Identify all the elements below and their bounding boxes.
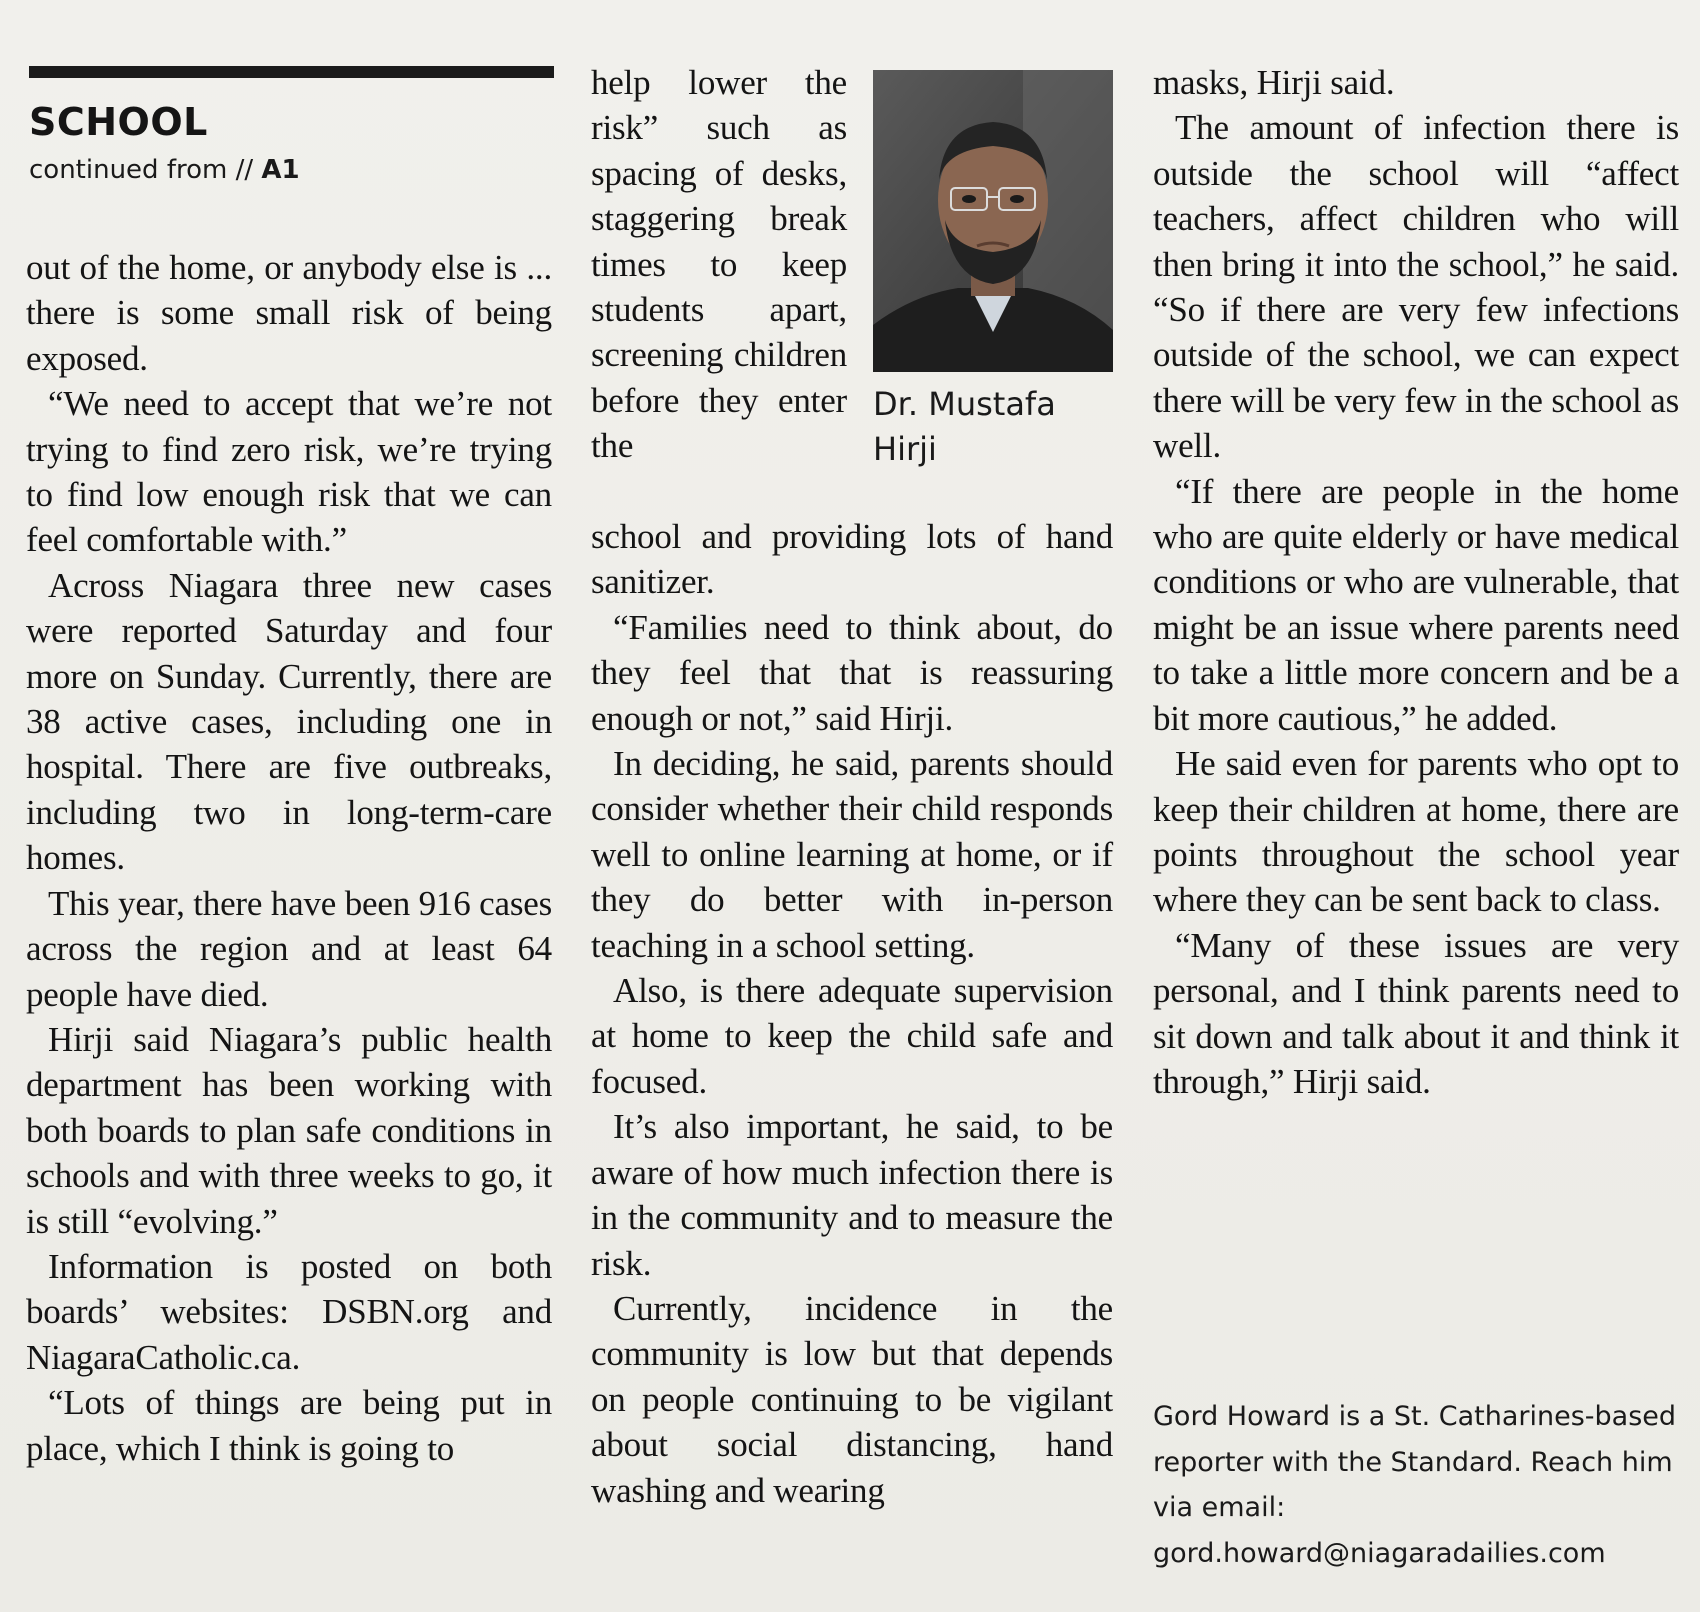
continued-page-ref: A1 [261, 155, 300, 185]
paragraph: “We need to accept that we’re not trying to find zero risk, we’re trying to find low enough risk that we can feel comfortable with.” [26, 384, 552, 560]
article-column-3 [1153, 60, 1679, 1104]
article-column-2 [591, 514, 1113, 1513]
paragraph: He said even for parents who opt to keep their children at home, there are points throughout the school year where they can be sent back to class. [1153, 744, 1679, 920]
paragraph: Across Niagara three new cases were reported Saturday and four more on Sunday. Currently, there are 38 active cases, including one in hospital. There are five outbreaks, including two in long-term-care homes. [26, 565, 552, 878]
article-column-2-top [591, 60, 847, 469]
author-bio-text: Gord Howard is a St. Catharines-based reporter with the Standard. Reach him via email: gord.howard@niagaradailies.com [1153, 1401, 1677, 1569]
section-kicker: SCHOOL [29, 100, 208, 144]
portrait-photo [873, 70, 1113, 372]
photo-caption: Dr. Mustafa Hirji [873, 385, 1056, 468]
article-column-1 [26, 245, 552, 1471]
paragraph: out of the home, or anybody else is ... there is some small risk of being exposed. [26, 248, 552, 378]
section-rule [29, 66, 554, 78]
paragraph: masks, Hirji said. [1153, 63, 1395, 102]
paragraph: “Families need to think about, do they feel that that is reassuring enough or not,” said Hirji. [591, 607, 1113, 738]
paragraph: Also, is there adequate supervision at home to keep the child safe and focused. [591, 971, 1113, 1101]
paragraph: It’s also important, he said, to be aware of how much infection there is in the community and to measure the risk. [591, 1107, 1113, 1283]
paragraph: help lower the risk” such as spacing of desks, staggering break times to keep students apart, screening children before they enter the [591, 63, 847, 466]
paragraph: Currently, incidence in the community is low but that depends on people continuing to be vigilant about social distancing, hand washing and wearing [591, 1288, 1113, 1510]
continued-label: continued from // [29, 155, 254, 185]
continued-from-line [29, 155, 300, 185]
paragraph: In deciding, he said, parents should consider whether their child responds well to online learning at home, or if they do better with in-person teaching in a school setting. [591, 744, 1113, 965]
paragraph: The amount of infection there is outside the school will “affect teachers, affect children who will then bring it into the school,” he said. “So if there are very few infections outside of the school, we can expect there will be very few in the school as well. [1153, 108, 1679, 466]
paragraph: Hirji said Niagara’s public health department has been working with both boards to plan safe conditions in schools and with three weeks to go, it is still “evolving.” [26, 1019, 552, 1241]
paragraph: “Lots of things are being put in place, which I think is going to [26, 1383, 552, 1468]
paragraph: This year, there have been 916 cases across the region and at least 64 people have died. [26, 883, 552, 1014]
paragraph: Information is posted on both boards’ websites: DSBN.org and NiagaraCatholic.ca. [26, 1246, 552, 1377]
author-bio [1153, 1394, 1693, 1576]
paragraph: “If there are people in the home who are quite elderly or have medical conditions or who are vulnerable, that might be an issue where parents need to take a little more concern and be a bit more cautious,” he added. [1153, 471, 1679, 738]
paragraph: school and providing lots of hand sanitizer. [591, 517, 1113, 602]
paragraph: “Many of these issues are very personal, and I think parents need to sit down and talk about it and think it through,” Hirji said. [1153, 925, 1679, 1101]
portrait-illustration [873, 70, 1113, 372]
